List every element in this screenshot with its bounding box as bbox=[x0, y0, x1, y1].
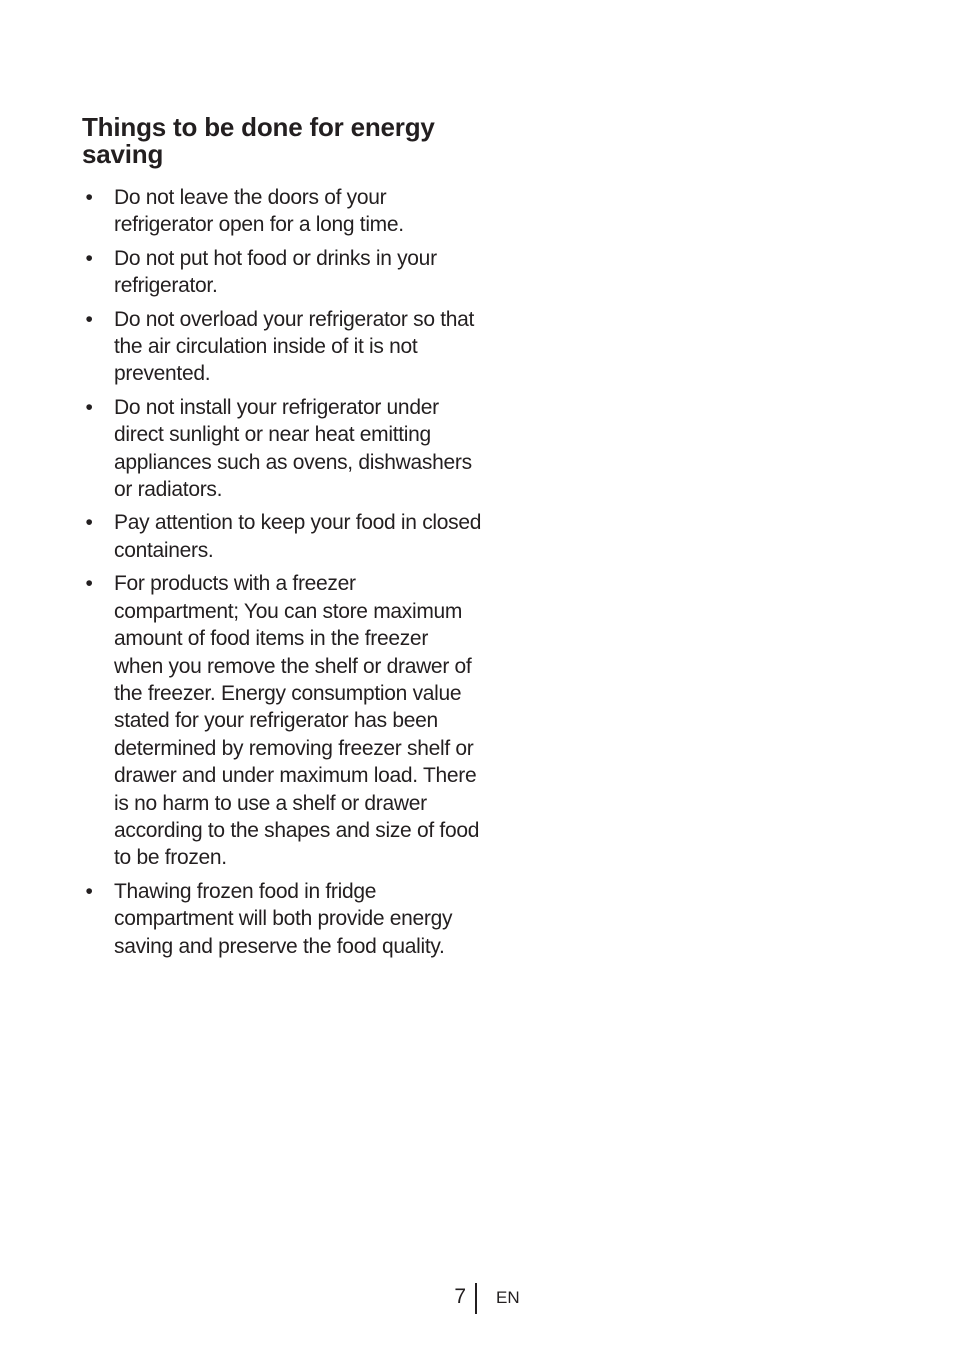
page-footer bbox=[0, 1283, 954, 1315]
bullet-icon: • bbox=[85, 511, 93, 535]
bullet-icon: • bbox=[85, 186, 93, 209]
language-code: EN bbox=[496, 1288, 520, 1307]
list-item bbox=[82, 878, 482, 960]
bullet-icon: • bbox=[85, 572, 93, 596]
list-item bbox=[82, 394, 482, 504]
list-item-text: Do not install your refrigerator under direct sunlight or near heat emitting appliances such as ovens, dishwashers or radiators. bbox=[114, 395, 472, 502]
list-item-text: Do not leave the doors of your refrigerator open for a long time. bbox=[114, 186, 404, 237]
bullet-icon: • bbox=[85, 395, 93, 419]
list-item bbox=[82, 184, 482, 239]
list-item bbox=[82, 570, 482, 871]
list-item-text: Pay attention to keep your food in closed containers. bbox=[114, 511, 482, 562]
section-title: Things to be done for energy saving bbox=[82, 112, 435, 169]
page-number: 7 bbox=[454, 1285, 466, 1308]
list-item bbox=[82, 306, 482, 388]
list-item-text: Do not overload your refrigerator so that the air circulation inside of it is not prevented. bbox=[114, 307, 475, 386]
bullet-icon: • bbox=[85, 307, 93, 331]
list-item-text: Do not put hot food or drinks in your refrigerator. bbox=[114, 246, 437, 298]
list-item bbox=[82, 245, 482, 300]
list-item bbox=[82, 509, 482, 564]
footer-divider bbox=[475, 1283, 477, 1314]
bullet-icon: • bbox=[85, 879, 93, 903]
list-item-text: For products with a freezer compartment; You can store maximum amount of food items in the freezer when you remove the shelf or drawer of the freezer. Energy consumption value stated for your refrigerator has been determined by removing freezer shelf or drawer and under maximum load. There is no harm to use a shelf or drawer according to the shapes and size of food to be frozen. bbox=[114, 572, 480, 870]
list-item-text: Thawing frozen food in fridge compartment will both provide energy saving and preserve the food quality. bbox=[114, 879, 453, 958]
bullet-icon: • bbox=[85, 246, 93, 270]
energy-saving-section bbox=[82, 114, 482, 966]
energy-saving-list bbox=[82, 184, 482, 960]
